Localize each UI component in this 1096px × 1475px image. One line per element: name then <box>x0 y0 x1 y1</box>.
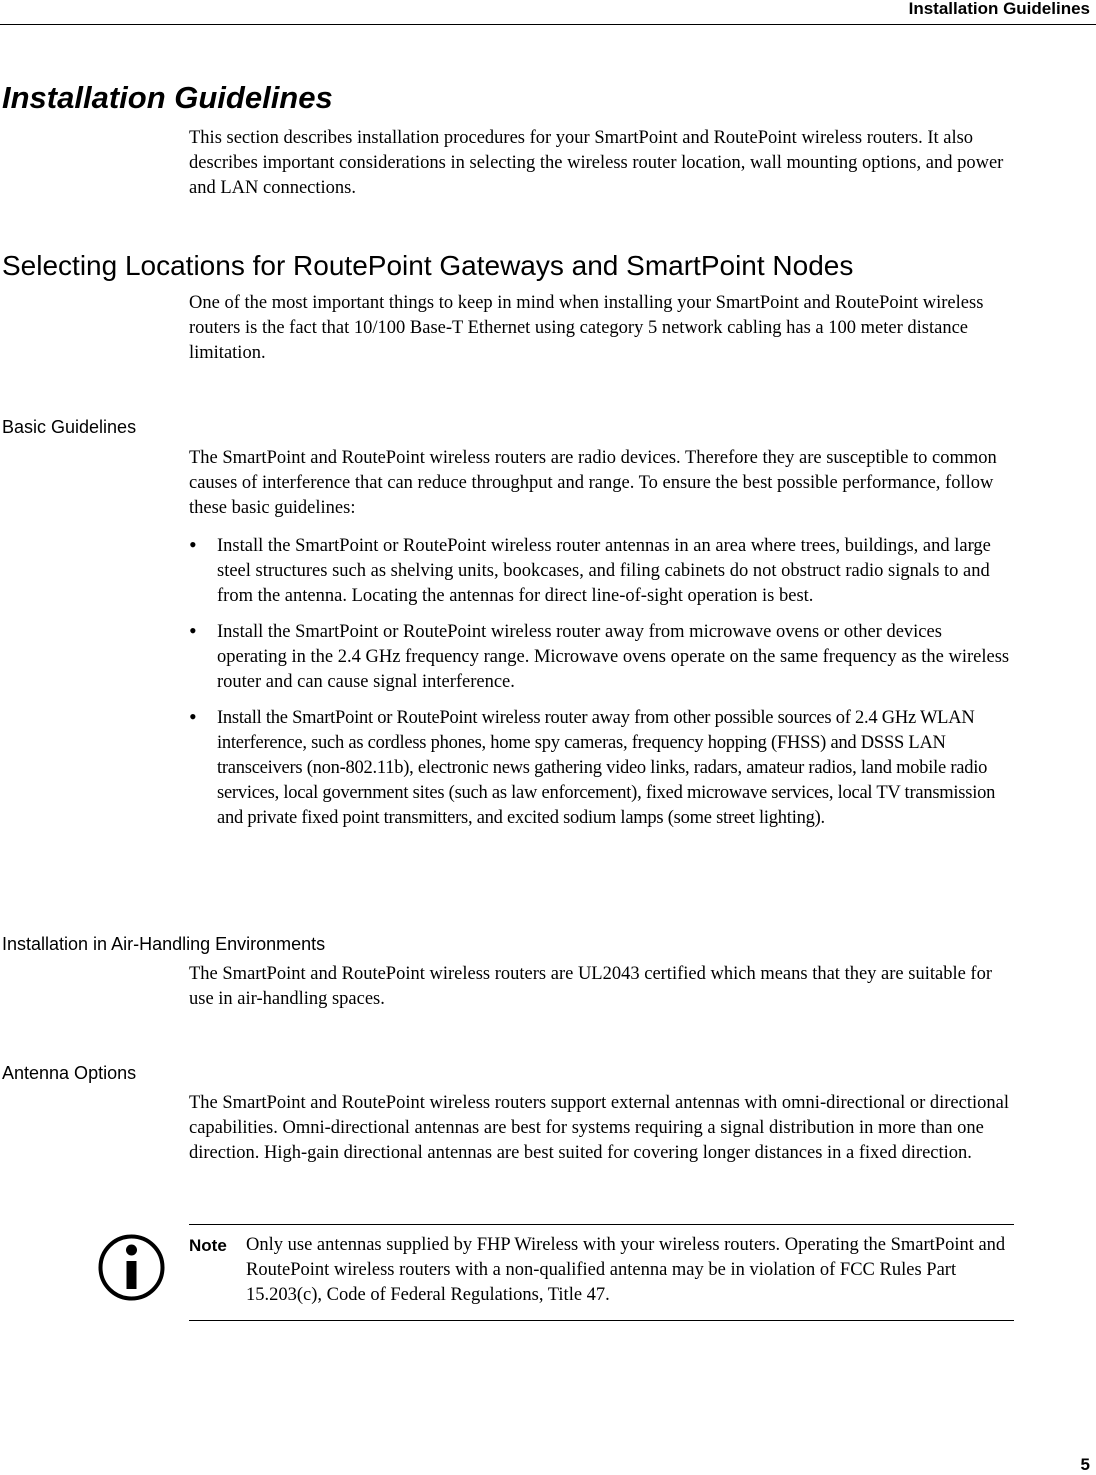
note-bottom-rule <box>189 1320 1014 1321</box>
list-item <box>189 706 1011 831</box>
list-item <box>189 620 1011 695</box>
note-label: Note <box>189 1236 227 1255</box>
air-handling-body: The SmartPoint and RoutePoint wireless routers are UL2043 certified which means that they are suitable for use in air-handling spaces. <box>189 964 992 1009</box>
air-handling-heading: Installation in Air-Handling Environments <box>2 934 326 954</box>
section-title: Installation Guidelines <box>2 80 333 115</box>
antenna-options-body: The SmartPoint and RoutePoint wireless routers support external antennas with omni-directional or directional capabilities. Omni-directional antennas are best for systems requiring a signal distribution in more than one direction. High-gain directional antennas are best suited for covering longer distances in a fixed direction. <box>189 1093 1009 1163</box>
running-head: Installation Guidelines <box>908 0 1090 18</box>
section-intro: This section describes installation procedures for your SmartPoint and RoutePoint wireless routers. It also describes important considerations in selecting the wireless router location, wall mounting options, and power and LAN connections. <box>189 128 1004 198</box>
header-rule <box>0 24 1096 25</box>
bullet-icon: • <box>189 532 197 557</box>
bullet-icon: • <box>189 704 197 729</box>
list-item <box>189 534 1011 609</box>
guidelines-list <box>189 534 1011 831</box>
page-number: 5 <box>1080 1455 1090 1474</box>
antenna-options-heading: Antenna Options <box>2 1063 137 1083</box>
selecting-locations-body: One of the most important things to keep in mind when installing your SmartPoint and RoutePoint wireless routers is the fact that 10/100 Base-T Ethernet using category 5 network cabling has a 100 meter distance limitation. <box>189 293 984 363</box>
basic-guidelines-body: The SmartPoint and RoutePoint wireless routers are radio devices. Therefore they are susceptible to common causes of interference that can reduce throughput and range. To ensure the best possible performance, follow these basic guidelines: <box>189 448 997 518</box>
info-icon <box>98 1234 165 1301</box>
bullet-icon: • <box>189 618 197 643</box>
selecting-locations-heading: Selecting Locations for RoutePoint Gateways and SmartPoint Nodes <box>2 250 854 281</box>
basic-guidelines-heading: Basic Guidelines <box>2 417 137 437</box>
note-text <box>246 1233 1012 1308</box>
list-item-text: Install the SmartPoint or RoutePoint wireless router away from other possible sources of 2.4 GHz WLAN interference, such as cordless phones, home spy cameras, frequency hopping (FHSS) and DSSS LAN transceivers (non-802.11b), electronic news gathering video links, radars, amateur radios, land mobile radio services, local government sites (such as law enforcement), fixed microwave services, local TV transmission and private fixed point transmitters, and excited sodium lamps (some street lighting). <box>217 708 996 828</box>
note-top-rule <box>189 1224 1014 1225</box>
note-text-content: Only use antennas supplied by FHP Wireless with your wireless routers. Operating the SmartPoint and RoutePoint wireless routers with a non-qualified antenna may be in violation of FCC Rules Part 15.203(c), Code of Federal Regulations, Title 47. <box>246 1235 1006 1305</box>
list-item-text: Install the SmartPoint or RoutePoint wireless router antennas in an area where trees, buildings, and large steel structures such as shelving units, bookcases, and filing cabinets do not obstruct radio signals to and from the antenna. Locating the antennas for direct line-of-sight operation is best. <box>217 536 991 606</box>
list-item-text: Install the SmartPoint or RoutePoint wireless router away from microwave ovens or other devices operating in the 2.4 GHz frequency range. Microwave ovens operate on the same frequency as the wireless router and can cause signal interference. <box>217 622 1010 692</box>
